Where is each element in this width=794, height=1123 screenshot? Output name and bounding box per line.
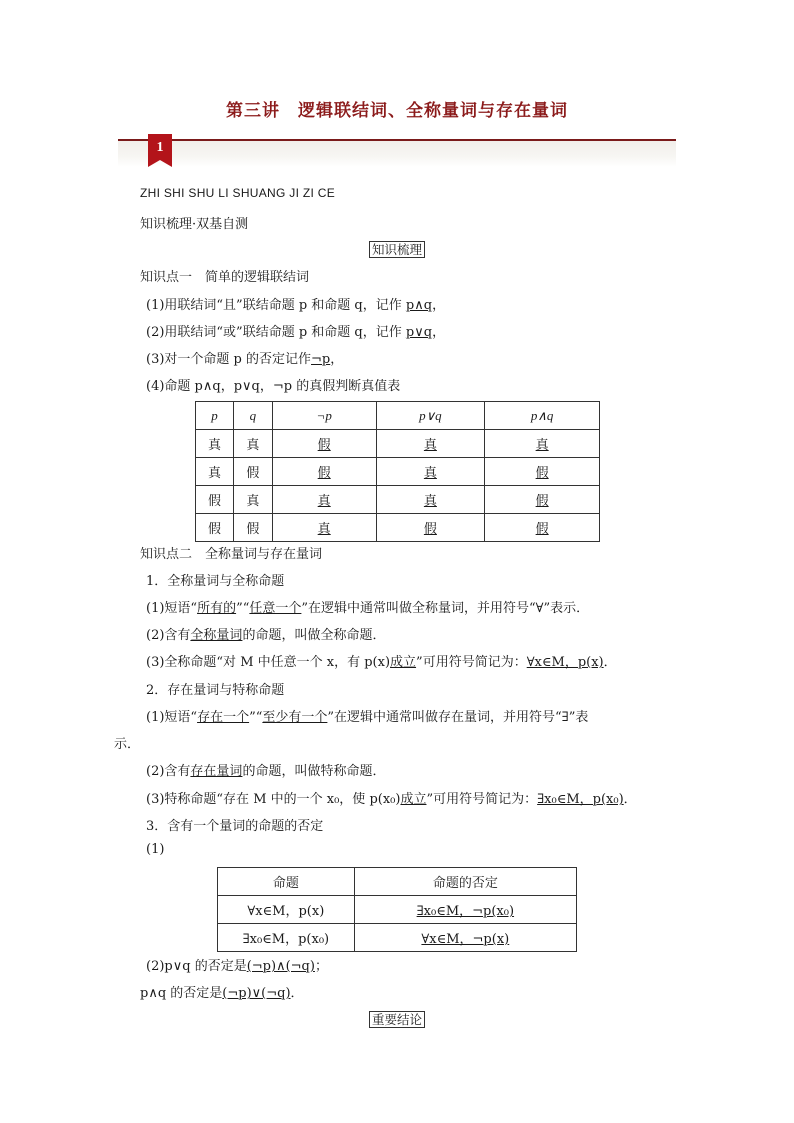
- table-cell: 真: [376, 458, 485, 486]
- kp2-s3-heading: 3．含有一个量词的命题的否定: [146, 819, 324, 834]
- table-cell: 假: [196, 486, 234, 514]
- table-row: [196, 458, 600, 486]
- table-row: [196, 430, 600, 458]
- negation-table: [217, 867, 577, 952]
- section-title: 知识梳理·双基自测: [140, 217, 249, 232]
- kp2-s3-line-1: (1): [146, 842, 165, 857]
- header-cell: p∧q: [485, 402, 600, 430]
- kp2-s2-line-2: (2)含有存在量词的命题，叫做特称命题．: [146, 764, 386, 779]
- kp1-l3-answer: ¬p: [311, 352, 331, 367]
- table-cell: 真: [233, 486, 272, 514]
- kp2-s1-line-3: (3)全称命题“对 M 中任意一个 x，有 p(x)成立”可用符号简记为：∀x∈M，p(x)．: [146, 655, 617, 670]
- table-cell: 假: [233, 458, 272, 486]
- table-row: [196, 514, 600, 542]
- kp2-s1-heading: 1．全称量词与全称命题: [146, 574, 285, 589]
- table-cell: 假: [233, 514, 272, 542]
- kp1-l1-answer: p∧q: [405, 298, 433, 313]
- section-pinyin: ZHI SHI SHU LI SHUANG JI ZI CE: [140, 186, 336, 200]
- table-cell: 真: [272, 514, 376, 542]
- table-cell: ∃x₀∈M，¬p(x₀): [354, 896, 576, 924]
- header-cell: q: [233, 402, 272, 430]
- badge-number: 1: [156, 140, 164, 155]
- kp1-l1-text: (1)用联结词“且”联结命题 p 和命题 q，记作: [146, 298, 406, 313]
- header-cell: 命题的否定: [354, 868, 576, 896]
- subsection-title-1: [0, 241, 794, 258]
- header-rule: [118, 139, 676, 141]
- table-row: [196, 486, 600, 514]
- table-cell: 真: [196, 430, 234, 458]
- table-cell: 假: [485, 458, 600, 486]
- kp1-l1-punct: ，: [432, 298, 446, 313]
- kp1-l2-answer: p∨q: [405, 325, 433, 340]
- badge-fold: [148, 160, 172, 167]
- kp2-s2-line-1: (1)短语“存在一个”“至少有一个”在逻辑中通常叫做存在量词，并用符号“∃”表: [146, 710, 589, 725]
- header-cell: ¬p: [272, 402, 376, 430]
- header-cell: p∨q: [376, 402, 485, 430]
- table-cell: 假: [272, 430, 376, 458]
- kp2-s2-line-3: (3)特称命题“存在 M 中的一个 x₀，使 p(x₀)成立”可用符号简记为：∃x₀∈M，p(x₀)．: [146, 792, 637, 807]
- table-cell: 假: [376, 514, 485, 542]
- section-number-badge: [148, 134, 172, 168]
- kp1-l3-punct: ，: [330, 352, 344, 367]
- table-cell: 假: [196, 514, 234, 542]
- kp1-line-1: [146, 294, 445, 313]
- table-cell: ∃x₀∈M，p(x₀): [218, 924, 355, 952]
- kp1-line-4: (4)命题 p∧q，p∨q，¬p 的真假判断真值表: [146, 379, 401, 394]
- table-row: [218, 924, 577, 952]
- kp2-title: 知识点二 全称量词与存在量词: [140, 547, 323, 562]
- header-cell: p: [196, 402, 234, 430]
- kp2-s2-heading: 2．存在量词与特称命题: [146, 683, 285, 698]
- table-cell: ∀x∈M，¬p(x): [354, 924, 576, 952]
- table-cell: 真: [485, 430, 600, 458]
- negation-line-1: (2)p∨q 的否定是(¬p)∧(¬q)；: [146, 959, 328, 974]
- page-title: 第三讲 逻辑联结词、全称量词与存在量词: [226, 101, 568, 121]
- kp1-l2-punct: ，: [432, 325, 446, 340]
- subsection-label-1: 知识梳理: [369, 241, 425, 258]
- kp1-l2-text: (2)用联结词“或”联结命题 p 和命题 q，记作: [146, 325, 406, 340]
- table-cell: 真: [196, 458, 234, 486]
- kp2-s1-line-1: (1)短语“所有的”“任意一个”在逻辑中通常叫做全称量词，并用符号“∀”表示．: [146, 601, 590, 616]
- table-cell: 真: [376, 486, 485, 514]
- truth-table-header: [196, 402, 600, 430]
- header-cell: 命题: [218, 868, 355, 896]
- negation-table-header: [218, 868, 577, 896]
- table-cell: 真: [376, 430, 485, 458]
- table-cell: 真: [272, 486, 376, 514]
- negation-line-2: p∧q 的否定是(¬p)∨(¬q)．: [140, 986, 304, 1001]
- table-cell: 假: [485, 486, 600, 514]
- table-row: [218, 896, 577, 924]
- kp1-line-3: [146, 348, 343, 367]
- kp1-l3-text: (3)对一个命题 p 的否定记作: [146, 352, 312, 367]
- subsection-title-2: [0, 1011, 794, 1028]
- table-cell: 假: [485, 514, 600, 542]
- table-cell: 真: [233, 430, 272, 458]
- subsection-label-2: 重要结论: [369, 1011, 425, 1028]
- kp1-title: 知识点一 简单的逻辑联结词: [140, 270, 310, 285]
- kp2-s2-line-1-cont: 示．: [114, 737, 141, 752]
- truth-table: [195, 401, 600, 542]
- table-cell: 假: [272, 458, 376, 486]
- kp2-s1-line-2: (2)含有全称量词的命题，叫做全称命题．: [146, 628, 386, 643]
- header-band: [118, 141, 676, 167]
- kp1-line-2: [146, 321, 445, 340]
- table-cell: ∀x∈M，p(x): [218, 896, 355, 924]
